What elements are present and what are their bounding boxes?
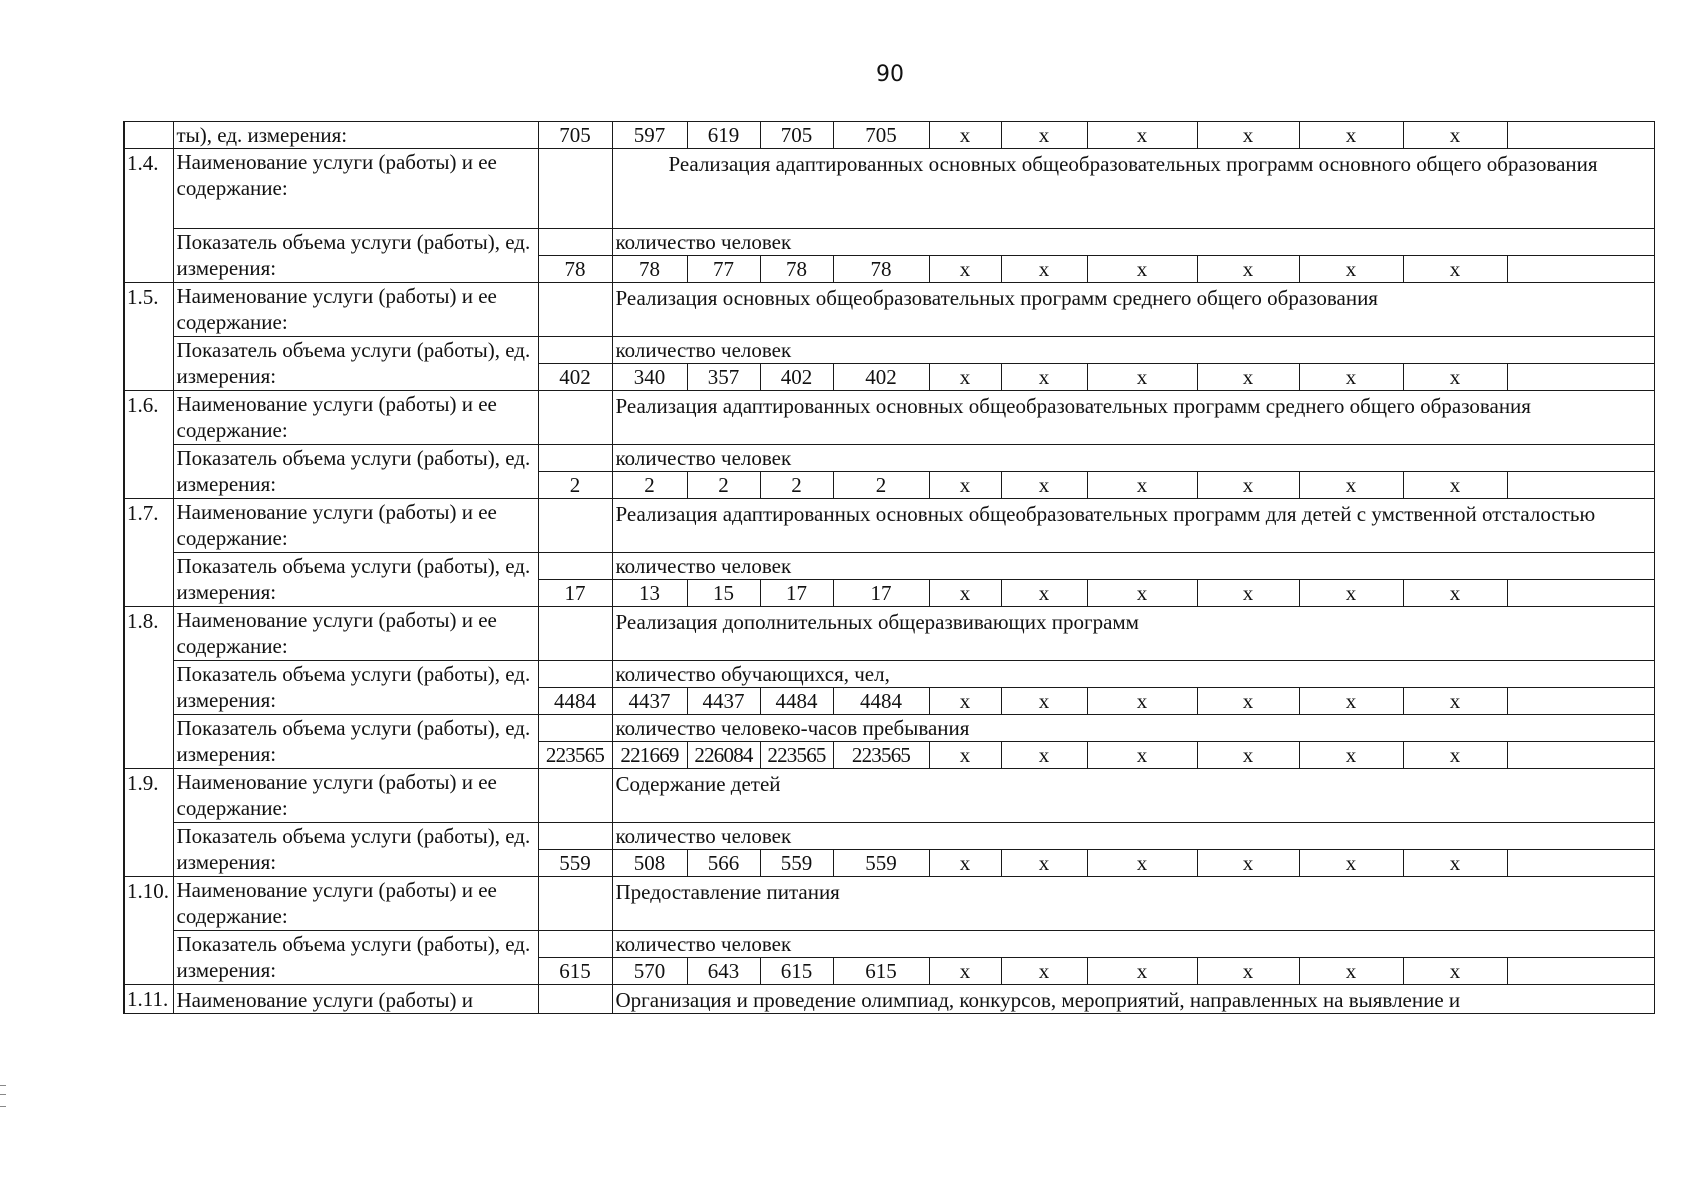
indicator-label: Показатель объема услуги (работы), ед. измерения: bbox=[173, 553, 538, 607]
value-cell: x bbox=[1299, 472, 1403, 499]
value-cell: 223565 bbox=[538, 742, 612, 769]
value-cell: x bbox=[1197, 958, 1299, 985]
value-cell: x bbox=[1299, 958, 1403, 985]
service-description: Реализация основных общеобразовательных программ среднего общего образования bbox=[612, 283, 1654, 337]
value-cell: 4437 bbox=[687, 688, 760, 715]
value-cell: x bbox=[1087, 256, 1197, 283]
empty-cell bbox=[1507, 958, 1654, 985]
value-cell: x bbox=[929, 688, 1001, 715]
value-cell: 402 bbox=[538, 364, 612, 391]
indicator-label: Показатель объема услуги (работы), ед. измерения: bbox=[173, 931, 538, 985]
empty-cell bbox=[538, 769, 612, 823]
value-cell: x bbox=[929, 742, 1001, 769]
value-cell: x bbox=[1087, 688, 1197, 715]
empty-cell bbox=[538, 931, 612, 958]
indicator-label: Показатель объема услуги (работы), ед. измерения: bbox=[173, 337, 538, 391]
page-number: 90 bbox=[876, 62, 904, 87]
empty-cell bbox=[538, 553, 612, 580]
empty-cell bbox=[538, 499, 612, 553]
value-cell: x bbox=[1403, 580, 1507, 607]
value-cell: x bbox=[1403, 122, 1507, 149]
value-cell: x bbox=[1299, 850, 1403, 877]
services-table bbox=[123, 121, 1655, 1014]
value-cell: x bbox=[1197, 850, 1299, 877]
value-cell: x bbox=[1197, 122, 1299, 149]
value-cell: x bbox=[1403, 958, 1507, 985]
value-cell: 78 bbox=[760, 256, 833, 283]
value-cell: x bbox=[1197, 580, 1299, 607]
value-cell: 223565 bbox=[760, 742, 833, 769]
value-cell: 226084 bbox=[687, 742, 760, 769]
empty-cell bbox=[538, 985, 612, 1014]
service-name-label: Наименование услуги (работы) и ее содержание: bbox=[173, 499, 538, 553]
empty-cell bbox=[1507, 364, 1654, 391]
value-cell: x bbox=[929, 958, 1001, 985]
value-cell: x bbox=[1299, 742, 1403, 769]
value-cell: x bbox=[1087, 122, 1197, 149]
value-cell: 17 bbox=[760, 580, 833, 607]
empty-cell bbox=[538, 877, 612, 931]
value-cell: 221669 bbox=[612, 742, 687, 769]
indicator-unit: количество человек bbox=[612, 931, 1654, 958]
value-cell: 17 bbox=[833, 580, 929, 607]
value-cell: x bbox=[1197, 364, 1299, 391]
value-cell: x bbox=[1001, 688, 1087, 715]
service-description: Содержание детей bbox=[612, 769, 1654, 823]
service-name-label: Наименование услуги (работы) и ее содержание: bbox=[173, 283, 538, 337]
value-cell: 615 bbox=[833, 958, 929, 985]
value-cell: x bbox=[1001, 742, 1087, 769]
value-cell: x bbox=[1001, 850, 1087, 877]
indicator-label: Показатель объема услуги (работы), ед. измерения: bbox=[173, 229, 538, 283]
empty-cell bbox=[1507, 122, 1654, 149]
section-number: 1.8. bbox=[124, 607, 173, 769]
value-cell: x bbox=[1087, 580, 1197, 607]
indicator-unit-row bbox=[124, 661, 1654, 688]
service-description: Реализация дополнительных общеразвивающих программ bbox=[612, 607, 1654, 661]
value-cell: x bbox=[1087, 364, 1197, 391]
value-cell: 619 bbox=[687, 122, 760, 149]
value-cell: 340 bbox=[612, 364, 687, 391]
service-description: Предоставление питания bbox=[612, 877, 1654, 931]
section-number: 1.10. bbox=[124, 877, 173, 985]
value-cell: 559 bbox=[760, 850, 833, 877]
empty-cell bbox=[538, 661, 612, 688]
empty-cell bbox=[538, 607, 612, 661]
value-cell: 78 bbox=[612, 256, 687, 283]
value-cell: 2 bbox=[612, 472, 687, 499]
margin-mark bbox=[0, 1085, 6, 1107]
service-name-label: Наименование услуги (работы) и ее содержание: bbox=[173, 769, 538, 823]
value-cell: 705 bbox=[833, 122, 929, 149]
empty-cell bbox=[538, 283, 612, 337]
value-cell: x bbox=[1087, 742, 1197, 769]
value-cell: x bbox=[1001, 122, 1087, 149]
section-number: 1.9. bbox=[124, 769, 173, 877]
indicator-unit: количество человек bbox=[612, 553, 1654, 580]
section-number: 1.7. bbox=[124, 499, 173, 607]
section-name-row bbox=[124, 499, 1654, 553]
indicator-unit-row bbox=[124, 445, 1654, 472]
value-cell: 77 bbox=[687, 256, 760, 283]
indicator-label: Показатель объема услуги (работы), ед. измерения: bbox=[173, 445, 538, 499]
value-cell: x bbox=[1403, 472, 1507, 499]
service-name-label: Наименование услуги (работы) и bbox=[173, 985, 538, 1014]
value-cell: 508 bbox=[612, 850, 687, 877]
value-cell: 559 bbox=[538, 850, 612, 877]
service-name-label: Наименование услуги (работы) и ее содержание: bbox=[173, 391, 538, 445]
table-row bbox=[124, 122, 1654, 149]
value-cell: 4484 bbox=[833, 688, 929, 715]
value-cell: 615 bbox=[538, 958, 612, 985]
value-cell: 2 bbox=[538, 472, 612, 499]
value-cell: x bbox=[1299, 256, 1403, 283]
value-cell: 402 bbox=[760, 364, 833, 391]
value-cell: 597 bbox=[612, 122, 687, 149]
value-cell: 615 bbox=[760, 958, 833, 985]
section-name-row bbox=[124, 877, 1654, 931]
indicator-unit: количество человек bbox=[612, 229, 1654, 256]
value-cell: x bbox=[1403, 256, 1507, 283]
value-cell: x bbox=[929, 364, 1001, 391]
empty-cell bbox=[538, 715, 612, 742]
value-cell: 570 bbox=[612, 958, 687, 985]
indicator-unit-row bbox=[124, 553, 1654, 580]
indicator-unit: количество обучающихся, чел, bbox=[612, 661, 1654, 688]
section-number: 1.5. bbox=[124, 283, 173, 391]
value-cell: 705 bbox=[538, 122, 612, 149]
section-number: 1.11. bbox=[124, 985, 173, 1014]
value-cell: x bbox=[1403, 850, 1507, 877]
service-name-label: Наименование услуги (работы) и ее содержание: bbox=[173, 149, 538, 229]
value-cell: 705 bbox=[760, 122, 833, 149]
empty-cell bbox=[538, 391, 612, 445]
indicator-label: Показатель объема услуги (работы), ед. измерения: bbox=[173, 823, 538, 877]
value-cell: 2 bbox=[833, 472, 929, 499]
section-name-row bbox=[124, 985, 1654, 1014]
value-cell: x bbox=[929, 472, 1001, 499]
value-cell: 4484 bbox=[760, 688, 833, 715]
indicator-unit-row bbox=[124, 823, 1654, 850]
empty-cell bbox=[1507, 742, 1654, 769]
value-cell: x bbox=[1087, 850, 1197, 877]
section-name-row bbox=[124, 607, 1654, 661]
service-name-label: Наименование услуги (работы) и ее содержание: bbox=[173, 607, 538, 661]
indicator-unit: количество человек bbox=[612, 823, 1654, 850]
indicator-unit-row bbox=[124, 931, 1654, 958]
indicator-unit-row bbox=[124, 715, 1654, 742]
value-cell: x bbox=[929, 850, 1001, 877]
value-cell: x bbox=[1299, 688, 1403, 715]
indicator-label: Показатель объема услуги (работы), ед. измерения: bbox=[173, 661, 538, 715]
value-cell: x bbox=[929, 256, 1001, 283]
value-cell: x bbox=[1197, 742, 1299, 769]
value-cell: 78 bbox=[538, 256, 612, 283]
empty-cell bbox=[1507, 580, 1654, 607]
section-name-row bbox=[124, 391, 1654, 445]
value-cell: 2 bbox=[687, 472, 760, 499]
value-cell: 4437 bbox=[612, 688, 687, 715]
value-cell: 13 bbox=[612, 580, 687, 607]
indicator-unit-row bbox=[124, 337, 1654, 364]
value-cell: x bbox=[1001, 472, 1087, 499]
service-description: Реализация адаптированных основных общеобразовательных программ для детей с умственной отсталостью bbox=[612, 499, 1654, 553]
value-cell: 566 bbox=[687, 850, 760, 877]
row-number bbox=[124, 122, 173, 149]
section-number: 1.4. bbox=[124, 149, 173, 283]
value-cell: 357 bbox=[687, 364, 760, 391]
value-cell: 17 bbox=[538, 580, 612, 607]
service-name-label: Наименование услуги (работы) и ее содержание: bbox=[173, 877, 538, 931]
value-cell: x bbox=[1001, 364, 1087, 391]
empty-cell bbox=[538, 337, 612, 364]
value-cell: 4484 bbox=[538, 688, 612, 715]
value-cell: x bbox=[1299, 580, 1403, 607]
value-cell: 15 bbox=[687, 580, 760, 607]
empty-cell bbox=[538, 445, 612, 472]
value-cell: x bbox=[1197, 688, 1299, 715]
value-cell: x bbox=[1403, 364, 1507, 391]
value-cell: 78 bbox=[833, 256, 929, 283]
service-description: Реализация адаптированных основных общеобразовательных программ основного общего образования bbox=[612, 149, 1654, 229]
value-cell: x bbox=[1001, 958, 1087, 985]
empty-cell bbox=[538, 229, 612, 256]
section-name-row bbox=[124, 283, 1654, 337]
value-cell: x bbox=[929, 580, 1001, 607]
value-cell: 2 bbox=[760, 472, 833, 499]
value-cell: x bbox=[1001, 580, 1087, 607]
value-cell: x bbox=[1087, 958, 1197, 985]
value-cell: 402 bbox=[833, 364, 929, 391]
empty-cell bbox=[1507, 850, 1654, 877]
indicator-unit: количество человеко-часов пребывания bbox=[612, 715, 1654, 742]
indicator-label: ты), ед. измерения: bbox=[173, 122, 538, 149]
empty-cell bbox=[538, 149, 612, 229]
empty-cell bbox=[1507, 472, 1654, 499]
service-description: Реализация адаптированных основных общеобразовательных программ среднего общего образования bbox=[612, 391, 1654, 445]
empty-cell bbox=[1507, 688, 1654, 715]
value-cell: 559 bbox=[833, 850, 929, 877]
indicator-unit-row bbox=[124, 229, 1654, 256]
value-cell: x bbox=[1087, 472, 1197, 499]
section-number: 1.6. bbox=[124, 391, 173, 499]
value-cell: x bbox=[1001, 256, 1087, 283]
section-name-row bbox=[124, 149, 1654, 229]
value-cell: x bbox=[1299, 122, 1403, 149]
indicator-unit: количество человек bbox=[612, 445, 1654, 472]
value-cell: 643 bbox=[687, 958, 760, 985]
value-cell: x bbox=[1403, 742, 1507, 769]
empty-cell bbox=[538, 823, 612, 850]
indicator-unit: количество человек bbox=[612, 337, 1654, 364]
value-cell: x bbox=[1197, 256, 1299, 283]
value-cell: x bbox=[1299, 364, 1403, 391]
value-cell: x bbox=[1197, 472, 1299, 499]
value-cell: x bbox=[929, 122, 1001, 149]
section-name-row bbox=[124, 769, 1654, 823]
value-cell: x bbox=[1403, 688, 1507, 715]
value-cell: 223565 bbox=[833, 742, 929, 769]
empty-cell bbox=[1507, 256, 1654, 283]
service-description: Организация и проведение олимпиад, конкурсов, мероприятий, направленных на выявление и bbox=[612, 985, 1654, 1014]
indicator-label: Показатель объема услуги (работы), ед. измерения: bbox=[173, 715, 538, 769]
